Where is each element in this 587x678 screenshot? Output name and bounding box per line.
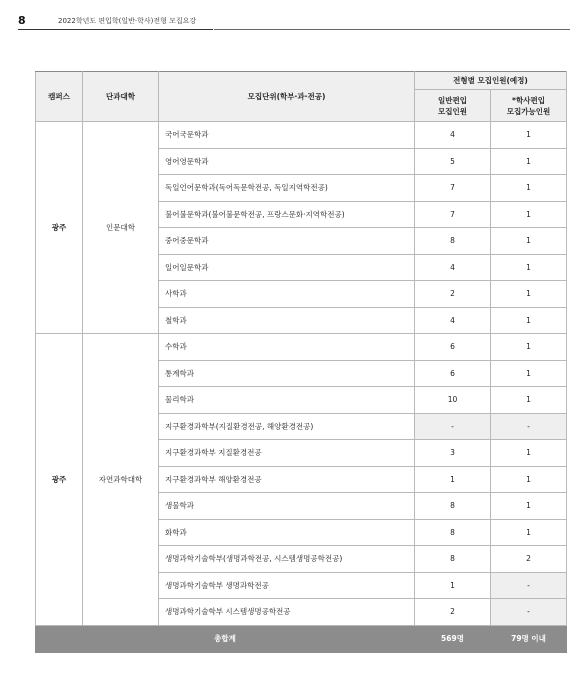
admission-quota-table bbox=[35, 71, 567, 653]
unit-cell: 지구환경과학부(지질환경전공, 해양환경전공) bbox=[159, 413, 415, 440]
general-quota-cell: 3 bbox=[415, 440, 491, 467]
unit-cell: 중어중문학과 bbox=[159, 228, 415, 255]
general-quota-cell: - bbox=[415, 413, 491, 440]
bachelor-quota-cell: 1 bbox=[491, 254, 567, 281]
bachelor-quota-cell: - bbox=[491, 413, 567, 440]
header-college: 단과대학 bbox=[83, 72, 159, 122]
table-row bbox=[36, 334, 567, 361]
general-quota-cell: 7 bbox=[415, 201, 491, 228]
header-general-transfer bbox=[415, 90, 491, 122]
general-quota-cell: 2 bbox=[415, 599, 491, 626]
bachelor-quota-cell: 1 bbox=[491, 466, 567, 493]
table-row bbox=[36, 122, 567, 149]
header-bachelor-transfer-text: *학사편입 모집가능인원 bbox=[506, 95, 551, 116]
total-general: 569명 bbox=[415, 625, 491, 652]
bachelor-quota-cell: - bbox=[491, 572, 567, 599]
bachelor-quota-cell: 1 bbox=[491, 148, 567, 175]
unit-cell: 독일언어문학과(독어독문학전공, 독일지역학전공) bbox=[159, 175, 415, 202]
bachelor-quota-cell: 1 bbox=[491, 281, 567, 308]
general-quota-cell: 6 bbox=[415, 360, 491, 387]
general-quota-cell: 8 bbox=[415, 493, 491, 520]
unit-cell: 생명과학기술학부 시스템생명공학전공 bbox=[159, 599, 415, 626]
unit-cell: 일어일문학과 bbox=[159, 254, 415, 281]
unit-cell: 지구환경과학부 지질환경전공 bbox=[159, 440, 415, 467]
header-rule-left bbox=[18, 29, 213, 30]
unit-cell: 통계학과 bbox=[159, 360, 415, 387]
page-header bbox=[18, 13, 570, 35]
general-quota-cell: 7 bbox=[415, 175, 491, 202]
bachelor-quota-cell: 1 bbox=[491, 440, 567, 467]
unit-cell: 철학과 bbox=[159, 307, 415, 334]
general-quota-cell: 10 bbox=[415, 387, 491, 414]
header-campus: 캠퍼스 bbox=[36, 72, 83, 122]
unit-cell: 지구환경과학부 해양환경전공 bbox=[159, 466, 415, 493]
bachelor-quota-cell: 2 bbox=[491, 546, 567, 573]
general-quota-cell: 1 bbox=[415, 572, 491, 599]
unit-cell: 생명과학기술학부 생명과학전공 bbox=[159, 572, 415, 599]
bachelor-quota-cell: 1 bbox=[491, 360, 567, 387]
unit-cell: 수학과 bbox=[159, 334, 415, 361]
campus-cell: 광주 bbox=[36, 334, 83, 626]
total-bachelor: 79명 이내 bbox=[491, 625, 567, 652]
bachelor-quota-cell: 1 bbox=[491, 201, 567, 228]
bachelor-quota-cell: 1 bbox=[491, 307, 567, 334]
bachelor-quota-cell: - bbox=[491, 599, 567, 626]
general-quota-cell: 8 bbox=[415, 546, 491, 573]
bachelor-quota-cell: 1 bbox=[491, 387, 567, 414]
unit-cell: 생물학과 bbox=[159, 493, 415, 520]
unit-cell: 생명과학기술학부(생명과학전공, 시스템생명공학전공) bbox=[159, 546, 415, 573]
college-cell: 자연과학대학 bbox=[83, 334, 159, 626]
header-unit: 모집단위(학부·과·전공) bbox=[159, 72, 415, 122]
general-quota-cell: 5 bbox=[415, 148, 491, 175]
general-quota-cell: 4 bbox=[415, 122, 491, 149]
bachelor-quota-cell: 1 bbox=[491, 122, 567, 149]
campus-cell: 광주 bbox=[36, 122, 83, 334]
unit-cell: 불어불문학과(불어불문학전공, 프랑스문화·지역학전공) bbox=[159, 201, 415, 228]
college-cell: 인문대학 bbox=[83, 122, 159, 334]
unit-cell: 국어국문학과 bbox=[159, 122, 415, 149]
header-rule-right bbox=[214, 29, 570, 30]
general-quota-cell: 8 bbox=[415, 228, 491, 255]
header-general-transfer-text: 일반편입 모집인원 bbox=[438, 95, 467, 116]
header-bachelor-transfer bbox=[491, 90, 567, 122]
document-title: 2022학년도 편입학(일반·학사)전형 모집요강 bbox=[58, 17, 197, 25]
total-row bbox=[36, 625, 567, 652]
page-number: 8 bbox=[18, 14, 26, 27]
unit-cell: 영어영문학과 bbox=[159, 148, 415, 175]
general-quota-cell: 1 bbox=[415, 466, 491, 493]
bachelor-quota-cell: 1 bbox=[491, 334, 567, 361]
total-label: 총합계 bbox=[36, 625, 415, 652]
header-quota-group: 전형별 모집인원(예정) bbox=[415, 72, 567, 90]
unit-cell: 사학과 bbox=[159, 281, 415, 308]
unit-cell: 화학과 bbox=[159, 519, 415, 546]
bachelor-quota-cell: 1 bbox=[491, 519, 567, 546]
general-quota-cell: 6 bbox=[415, 334, 491, 361]
bachelor-quota-cell: 1 bbox=[491, 175, 567, 202]
general-quota-cell: 2 bbox=[415, 281, 491, 308]
unit-cell: 물리학과 bbox=[159, 387, 415, 414]
bachelor-quota-cell: 1 bbox=[491, 228, 567, 255]
general-quota-cell: 4 bbox=[415, 307, 491, 334]
general-quota-cell: 4 bbox=[415, 254, 491, 281]
bachelor-quota-cell: 1 bbox=[491, 493, 567, 520]
general-quota-cell: 8 bbox=[415, 519, 491, 546]
